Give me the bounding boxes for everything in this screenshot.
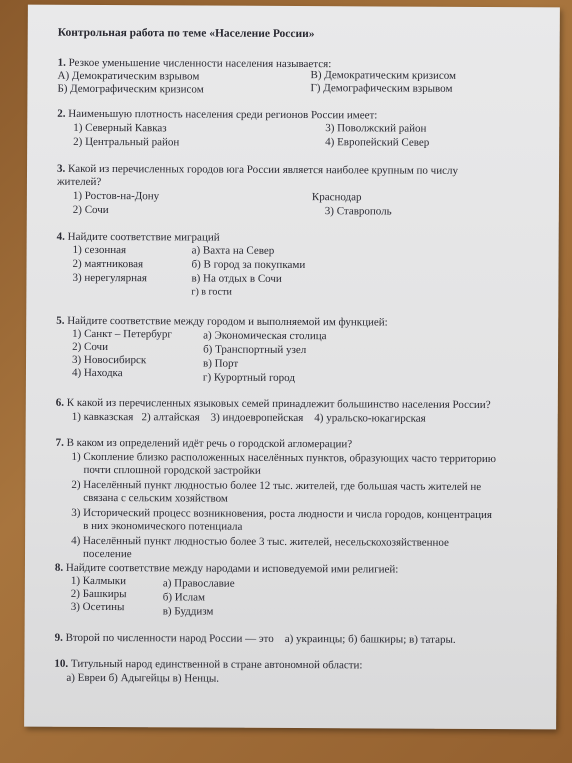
q8-left-1: 1) Калмыки: [70, 574, 127, 588]
question-6-number: 6.: [55, 396, 65, 409]
question-9-number: 9.: [54, 631, 63, 644]
question-3: [57, 163, 458, 177]
question-8: [55, 562, 398, 576]
question-2: [57, 108, 377, 122]
q6-option-4: 4) уральско-юкагирская: [314, 412, 426, 425]
question-8-text: Найдите соответствие между народами и исповедуемой ими религией:: [65, 561, 399, 576]
question-10-number: 10.: [54, 657, 69, 670]
q3-option-1: 1) Ростов-на-Дону: [72, 189, 160, 203]
q1-option-b: Б) Демографическим кризисом: [57, 82, 204, 96]
question-10-text: Титульный народ единственной в стране автономной области:: [70, 657, 363, 672]
q1-option-c: В) Демократическим кризисом: [310, 69, 457, 82]
q3-option-4: 3) Ставрополь: [324, 205, 392, 218]
q8-left-3: 3) Осетины: [70, 600, 125, 614]
q4-right-b: б) В город за покупками: [191, 258, 306, 272]
question-5-text: Найдите соответствие между городом и выполняемой им функцией:: [67, 314, 388, 329]
q1-option-d: Г) Демографическим взрывом: [310, 82, 453, 95]
question-3-text-cont: жителей?: [56, 175, 102, 188]
q4-left-2: 2) маятниковая: [72, 257, 144, 271]
q9-options: а) украинцы; б) башкиры; в) татары.: [284, 632, 456, 646]
question-2-text: Наименьшую плотность населения среди регионов России имеет:: [68, 107, 378, 122]
q2-option-2: 2) Центральный район: [73, 135, 180, 149]
q6-option-3: 3) индоевропейская: [210, 411, 304, 425]
question-8-number: 8.: [54, 561, 64, 574]
question-3-text: Какой из перечисленных городов юга России является наиболее крупным по числу: [68, 162, 459, 177]
q8-right-c: в) Буддизм: [162, 605, 214, 618]
question-1-text: Резкое уменьшение численности населения называется:: [68, 56, 332, 71]
q8-left-2: 2) Башкиры: [70, 587, 127, 601]
q5-left-1: 1) Санкт – Петербург: [72, 327, 172, 341]
question-7-text: В каком из определений идёт речь о городской агломерации?: [66, 436, 353, 451]
question-5: [56, 315, 388, 329]
q4-right-d: г) в гости: [191, 286, 232, 298]
q7-option-3: 3) Исторический процесс возникновения, роста людности и числа городов, концентрация: [71, 506, 492, 522]
q7-option-4-cont: поселение: [82, 547, 132, 561]
q2-option-3: 3) Поволжский район: [325, 122, 427, 135]
question-10: [54, 658, 362, 672]
q5-right-c: в) Порт: [202, 357, 239, 370]
q2-option-4: 4) Европейский Север: [325, 136, 430, 149]
q6-options: [72, 411, 426, 425]
q5-left-2: 2) Сочи: [72, 340, 109, 354]
question-6-text: К какой из перечисленных языковых семей принадлежит большинство населения России?: [66, 396, 491, 412]
q7-option-4: 4) Населённый пункт людностью более 3 тыс. жителей, несельскохозяйственное: [71, 534, 449, 549]
q7-option-2: 2) Населённый пункт людностью более 12 тыс. жителей, где большая часть жителей не: [71, 478, 482, 493]
q8-right-b: б) Ислам: [162, 591, 205, 604]
page-title: Контрольная работа по теме «Население России»: [57, 26, 315, 41]
question-7: [56, 437, 353, 451]
q5-right-d: г) Курортный город: [202, 371, 296, 385]
q6-option-1: 1) кавказская: [71, 410, 134, 424]
q7-option-1: 1) Скопление близко расположенных населённых пунктов, образующих часто территорию: [71, 450, 497, 466]
q2-option-1: 1) Северный Кавказ: [73, 121, 167, 135]
q5-right-b: б) Транспортный узел: [203, 343, 307, 357]
question-1-number: 1.: [57, 56, 66, 69]
question-9-text: Второй по численности народ России — это: [65, 631, 274, 645]
test-sheet: [24, 5, 560, 730]
q10-options: а) Евреи б) Адыгейцы в) Ненцы.: [66, 671, 220, 685]
question-7-number: 7.: [55, 436, 64, 449]
q5-left-3: 3) Новосибирск: [72, 353, 147, 367]
question-4: [57, 231, 220, 244]
q7-option-3-cont: в них экономического потенциала: [83, 519, 243, 533]
q4-left-1: 1) сезонная: [72, 243, 127, 257]
question-1: [58, 57, 332, 70]
q7-option-2-cont: связана с сельским хозяйством: [83, 491, 228, 505]
question-4-number: 4.: [56, 230, 65, 243]
q7-option-1-cont: почти сплошной городской застройки: [83, 463, 261, 477]
question-9: [55, 632, 456, 646]
q6-option-2: 2) алтайская: [141, 411, 200, 424]
question-2-number: 2.: [57, 107, 66, 120]
q1-option-a: А) Демократическим взрывом: [57, 69, 200, 83]
q3-option-3: Краснодар: [311, 191, 362, 204]
q4-right-a: а) Вахта на Север: [191, 244, 275, 257]
question-3-number: 3.: [57, 162, 66, 175]
q3-option-2: 2) Сочи: [72, 203, 109, 217]
q8-right-a: а) Православие: [162, 577, 235, 590]
question-4-text: Найдите соответствие миграций: [67, 230, 220, 244]
q5-left-4: 4) Находка: [71, 366, 123, 380]
question-5-number: 5.: [56, 314, 65, 327]
q5-right-a: а) Экономическая столица: [203, 329, 327, 343]
question-6: [56, 397, 491, 411]
q4-right-c: в) На отдых в Сочи: [191, 272, 282, 285]
q4-left-3: 3) нерегулярная: [72, 271, 147, 285]
